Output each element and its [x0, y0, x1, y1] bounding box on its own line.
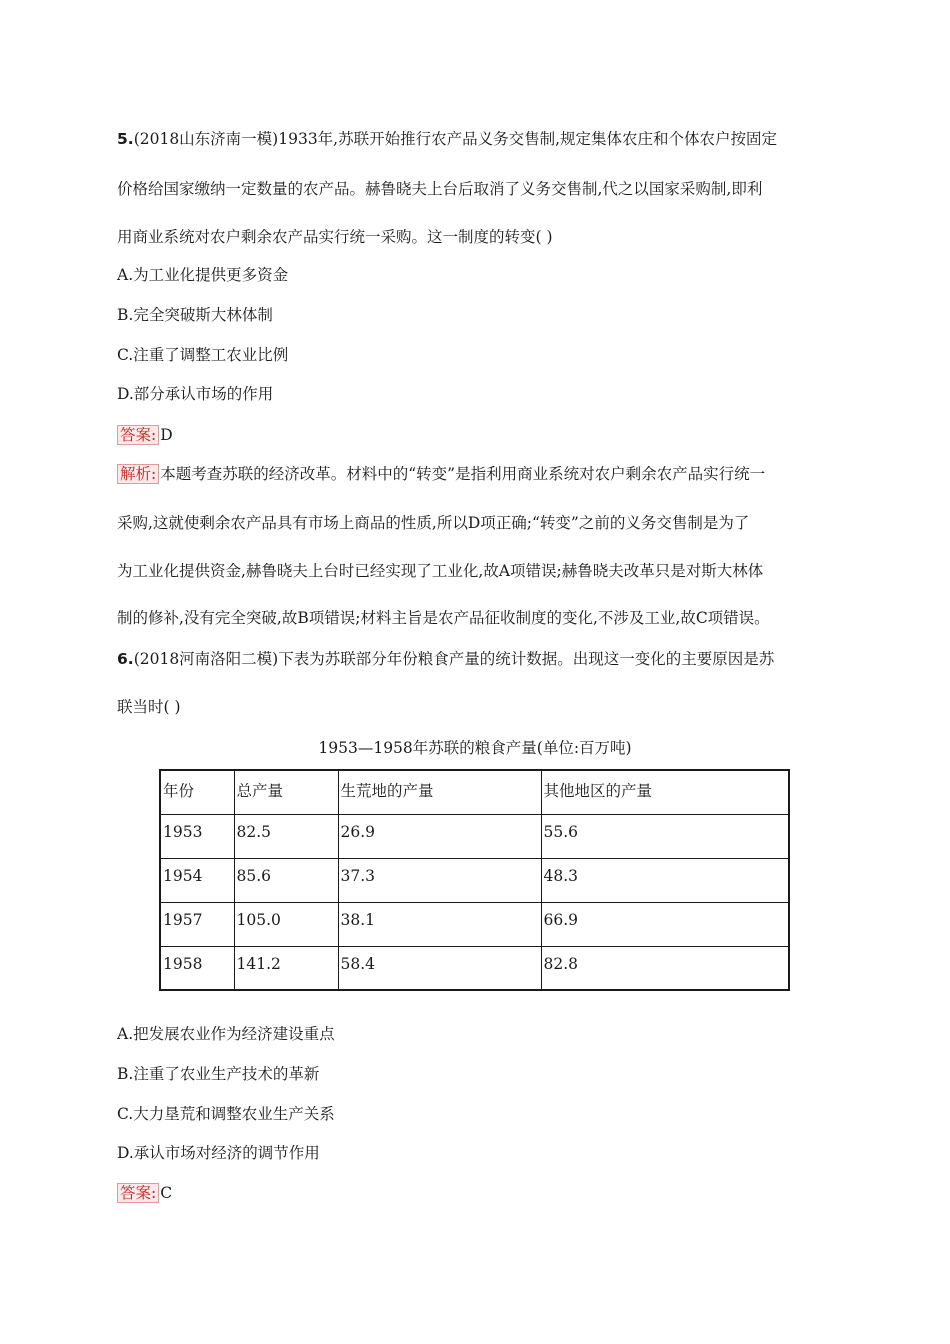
q5-option-b: B.完全突破斯大林体制: [117, 306, 273, 324]
answer-tag: 答案:: [117, 1183, 159, 1203]
table-cell: 82.8: [541, 946, 789, 990]
table-row: [160, 814, 789, 858]
q6-stem-line-2: 联当时( ): [117, 698, 181, 716]
table-cell: 1958: [160, 946, 234, 990]
table-caption: 1953—1958年苏联的粮食产量(单位:百万吨): [318, 739, 632, 757]
table-row: [160, 946, 789, 990]
table-header-cell: 年份: [160, 770, 234, 814]
table-cell: 1954: [160, 858, 234, 902]
q6-option-b: B.注重了农业生产技术的革新: [117, 1065, 320, 1083]
table-cell: 141.2: [234, 946, 338, 990]
table-header-cell: 其他地区的产量: [541, 770, 789, 814]
q6-answer: [117, 1182, 172, 1204]
q5-stem-line-3: 用商业系统对农户剩余农产品实行统一采购。这一制度的转变( ): [117, 228, 553, 246]
table-header-cell: 总产量: [234, 770, 338, 814]
answer-tag: 答案:: [117, 425, 159, 445]
q5-analysis-line-1: 解析: 本题考查苏联的经济改革。材料中的“转变”是指利用商业系统对农户剩余农产品实行统一: [117, 463, 765, 485]
q5-number: 5.: [117, 130, 134, 148]
q5-answer: [117, 424, 173, 446]
answer-value: D: [160, 426, 173, 444]
table-cell: 58.4: [338, 946, 541, 990]
q6-stem-line-1: 6.(2018河南洛阳二模)下表为苏联部分年份粮食产量的统计数据。出现这一变化的主要原因是苏: [117, 650, 775, 668]
table-cell: 85.6: [234, 858, 338, 902]
answer-value: C: [160, 1184, 173, 1202]
table-cell: 37.3: [338, 858, 541, 902]
table-row: [160, 858, 789, 902]
q6-option-a: A.把发展农业作为经济建设重点: [117, 1025, 335, 1043]
q5-stem-line-1: 5.(2018山东济南一模)1933年,苏联开始推行农产品义务交售制,规定集体农庄和个体农户按固定: [117, 130, 778, 148]
table-cell: 82.5: [234, 814, 338, 858]
table-cell: 48.3: [541, 858, 789, 902]
table-header-cell: 生荒地的产量: [338, 770, 541, 814]
q6-number: 6.: [117, 650, 134, 668]
q6-option-d: D.承认市场对经济的调节作用: [117, 1144, 320, 1162]
q5-stem-line-2: 价格给国家缴纳一定数量的农产品。赫鲁晓夫上台后取消了义务交售制,代之以国家采购制,即利: [117, 180, 763, 198]
q5-option-a: A.为工业化提供更多资金: [117, 266, 289, 284]
table-cell: 55.6: [541, 814, 789, 858]
q5-analysis-line-2: 采购,这就使剩余农产品具有市场上商品的性质,所以D项正确;“转变”之前的义务交售制是为了: [117, 514, 750, 532]
q5-option-d: D.部分承认市场的作用: [117, 385, 274, 403]
table-row: [160, 902, 789, 946]
q5-analysis-line-4: 制的修补,没有完全突破,故B项错误;材料主旨是农产品征收制度的变化,不涉及工业,故C项错误。: [117, 609, 770, 627]
q5-analysis-line-3: 为工业化提供资金,赫鲁晓夫上台时已经实现了工业化,故A项错误;赫鲁晓夫改革只是对斯大林体: [117, 562, 764, 580]
table-cell: 105.0: [234, 902, 338, 946]
table-cell: 1957: [160, 902, 234, 946]
table-header-row: [160, 770, 789, 814]
table-cell: 38.1: [338, 902, 541, 946]
analysis-tag: 解析:: [117, 464, 159, 484]
grain-output-table: [159, 769, 790, 991]
table-cell: 1953: [160, 814, 234, 858]
table-cell: 26.9: [338, 814, 541, 858]
q5-option-c: C.注重了调整工农业比例: [117, 346, 289, 364]
table-cell: 66.9: [541, 902, 789, 946]
q6-option-c: C.大力垦荒和调整农业生产关系: [117, 1105, 335, 1123]
